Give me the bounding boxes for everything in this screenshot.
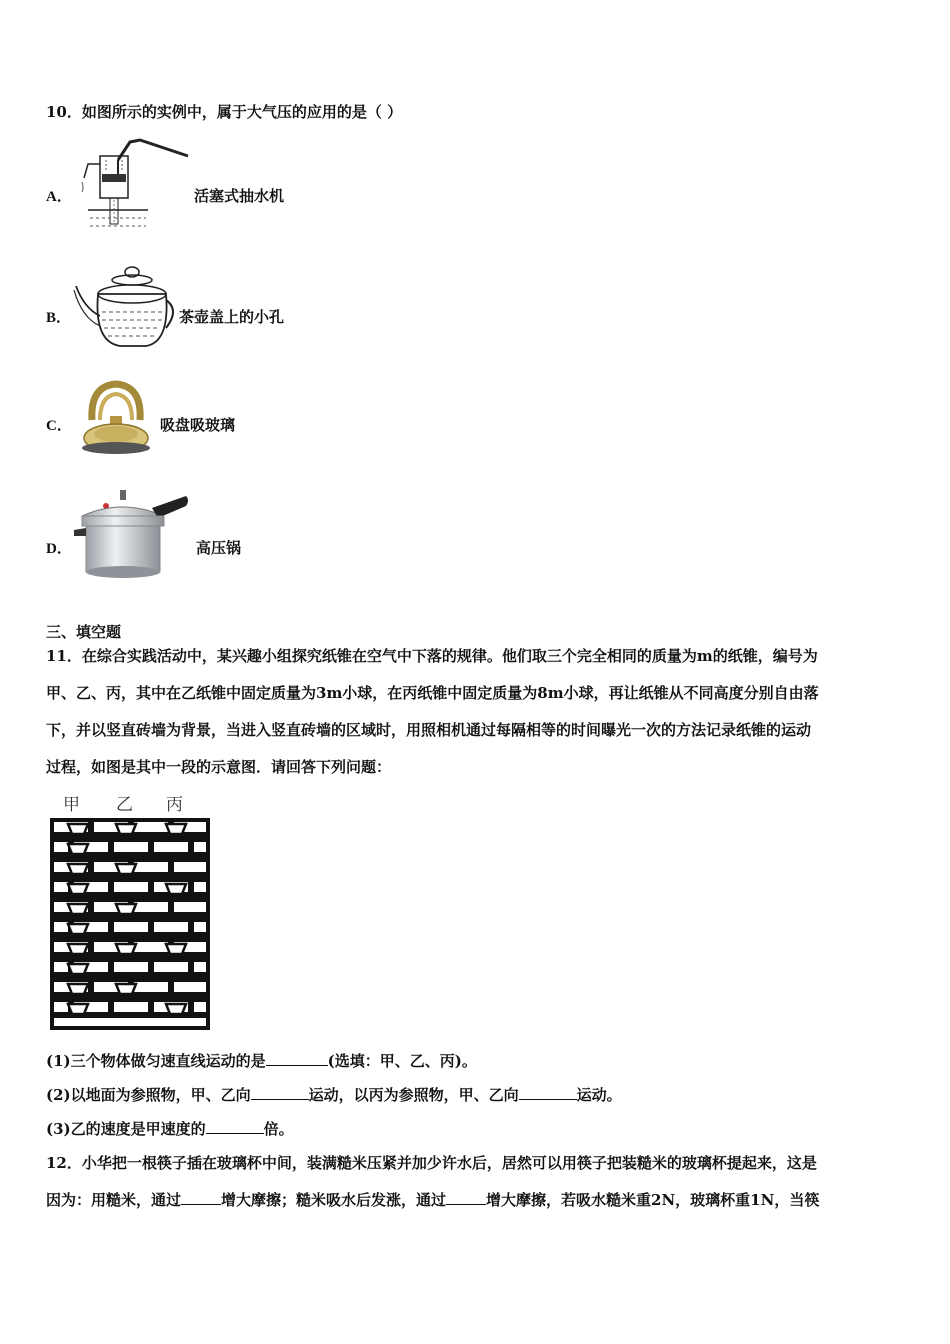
answer-blank-1[interactable] (266, 1051, 328, 1066)
pressure-cooker-icon (72, 486, 190, 582)
q11-sub2-text-a: (2)以地面为参照物，甲、乙向 (46, 1086, 251, 1104)
q11-sub3-text-a: (3)乙的速度是甲速度的 (46, 1120, 206, 1138)
option-b-text: 茶壶盖上的小孔 (179, 308, 285, 326)
q11-line-4: 过程，如图是其中一段的示意图．请回答下列问题： (46, 758, 392, 776)
option-c-letter: C． (46, 418, 72, 434)
option-a-text: 活塞式抽水机 (194, 187, 285, 205)
section-heading: 三、填空题 (46, 623, 122, 641)
option-b-letter: B． (46, 310, 72, 326)
q11-sub3-text-b: 倍。 (263, 1120, 294, 1138)
q12-text-a: 因为：用糙米，通过 (46, 1191, 182, 1209)
q11-sub2 (46, 1084, 622, 1105)
teapot-icon (72, 264, 180, 350)
figure-label-yi: 乙 (116, 795, 133, 815)
q12-text-c: 增大摩擦，若吸水糙米重2N，玻璃杯重1N，当筷 (486, 1191, 820, 1209)
q11-paragraph (46, 638, 910, 786)
q12-line-1: 12．小华把一根筷子插在玻璃杯中间，装满糙米压紧并加少许水后，居然可以用筷子把装糙米的玻璃杯提起来，这是 (46, 1154, 817, 1172)
q12-text-b: 增大摩擦；糙米吸水后发涨，通过 (221, 1191, 447, 1209)
q11-sub2-text-b: 运动，以丙为参照物，甲、乙向 (308, 1086, 519, 1104)
q11-sub2-text-c: 运动。 (576, 1086, 622, 1104)
answer-blank-4[interactable] (206, 1119, 264, 1134)
q11-line-1: 11．在综合实践活动中，某兴趣小组探究纸锥在空气中下落的规律。他们取三个完全相同的质量为m的纸锥，编号为 (46, 647, 818, 665)
brick-wall-figure (50, 818, 210, 1030)
answer-blank-3[interactable] (519, 1085, 577, 1100)
piston-pump-icon (78, 138, 190, 232)
answer-blank-2[interactable] (251, 1085, 309, 1100)
q11-sub3 (46, 1118, 294, 1139)
option-d-text: 高压锅 (196, 539, 242, 557)
suction-cup-icon (76, 380, 156, 460)
q11-line-3: 下，并以竖直砖墙为背景，当进入竖直砖墙的区域时，用照相机通过每隔相等的时间曝光一次的方法记录纸锥的运动 (46, 721, 812, 739)
q11-line-2: 甲、乙、丙，其中在乙纸锥中固定质量为3m小球，在丙纸锥中固定质量为8m小球，再让纸锥从不同高度分别自由落 (46, 684, 819, 702)
option-a-letter: A． (46, 189, 72, 205)
answer-blank-5[interactable] (181, 1190, 221, 1205)
q11-sub1-text-a: (1)三个物体做匀速直线运动的是 (46, 1052, 266, 1070)
q10-title: 10．如图所示的实例中，属于大气压的应用的是（ ） (46, 103, 403, 121)
answer-blank-6[interactable] (446, 1190, 486, 1205)
q11-sub1 (46, 1050, 477, 1071)
option-d-letter: D． (46, 541, 72, 557)
q11-sub1-text-b: (选填：甲、乙、丙)。 (327, 1052, 477, 1070)
q12-line-2 (46, 1189, 819, 1210)
figure-label-bing: 丙 (166, 795, 183, 815)
figure-label-jia: 甲 (63, 795, 80, 815)
option-c-text: 吸盘吸玻璃 (160, 416, 236, 434)
